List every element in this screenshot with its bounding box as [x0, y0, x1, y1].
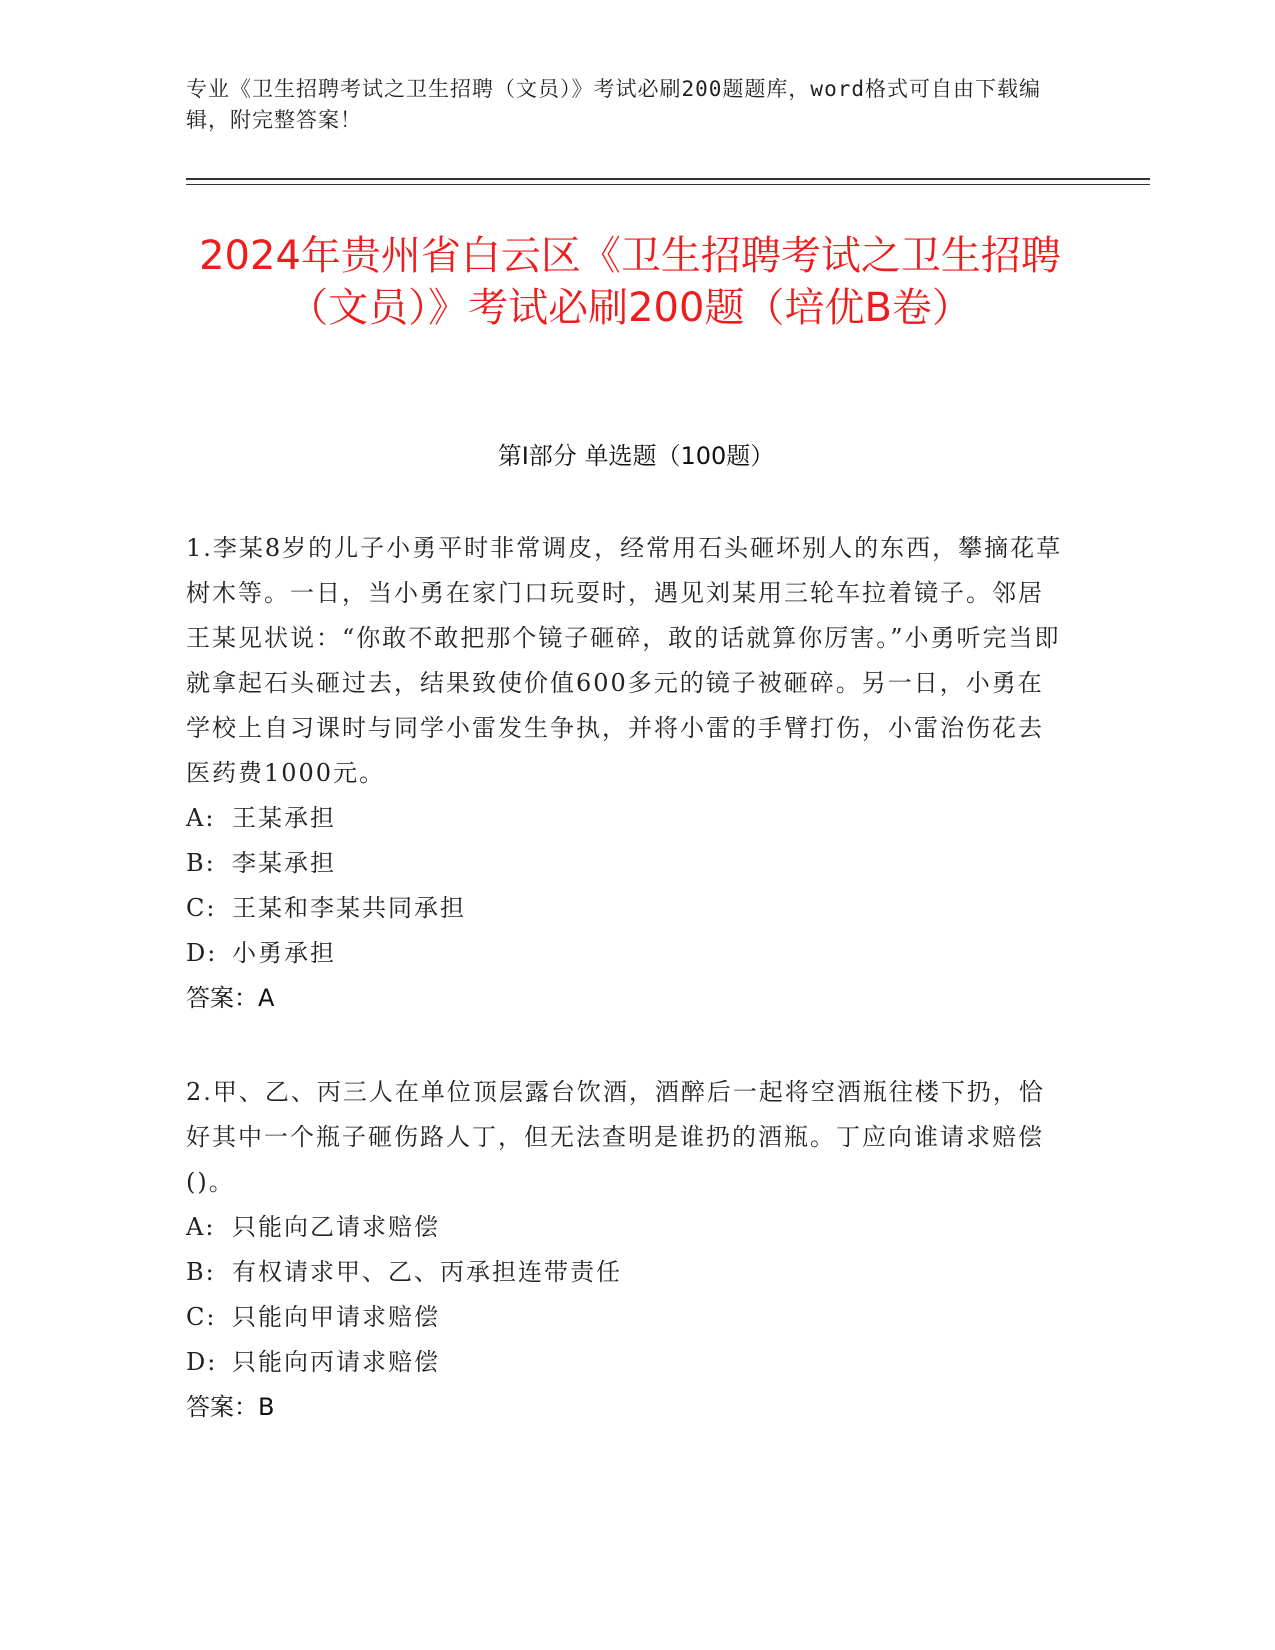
section-title: 第I部分 单选题（100题） — [497, 442, 775, 470]
question-1 — [186, 526, 1066, 1021]
option-key: A: — [186, 804, 216, 832]
option-b — [186, 841, 1066, 886]
option-text: 王某承担 — [232, 804, 336, 832]
option-text: 王某和李某共同承担 — [232, 894, 466, 922]
option-key: D: — [186, 939, 218, 967]
option-key: C: — [186, 1303, 217, 1331]
option-a — [186, 796, 1066, 841]
option-c — [186, 1295, 1066, 1340]
question-stem: 2.甲、乙、丙三人在单位顶层露台饮酒，酒醉后一起将空酒瓶往楼下扔，恰好其中一个瓶子砸伤路人丁，但无法查明是谁扔的酒瓶。丁应向谁请求赔偿()。 — [186, 1078, 1045, 1196]
option-key: A: — [186, 1213, 216, 1241]
answer: 答案：A — [186, 984, 275, 1012]
option-text: 李某承担 — [232, 849, 336, 877]
option-key: B: — [186, 1258, 216, 1286]
option-a — [186, 1205, 1066, 1250]
option-b — [186, 1250, 1066, 1295]
question-stem: 1.李某8岁的儿子小勇平时非常调皮，经常用石头砸坏别人的东西，攀摘花草树木等。一日，当小勇在家门口玩耍时，遇见刘某用三轮车拉着镜子。邻居王某见状说：“你敢不敢把那个镜子砸碎，敢的话就算你厉害。”小勇听完当即就拿起石头砸过去，结果致使价值600多元的镜子被砸碎。另一日，小勇在学校上自习课时与同学小雷发生争执，并将小雷的手臂打伤，小雷治伤花去医药费1000元。 — [186, 534, 1063, 787]
option-text: 小勇承担 — [232, 939, 336, 967]
option-key: C: — [186, 894, 217, 922]
option-d — [186, 931, 1066, 976]
option-key: B: — [186, 849, 216, 877]
option-text: 只能向丙请求赔偿 — [232, 1348, 440, 1376]
option-text: 只能向乙请求赔偿 — [232, 1213, 440, 1241]
answer: 答案：B — [186, 1393, 275, 1421]
document-title: 2024年贵州省白云区《卫生招聘考试之卫生招聘（文员）》考试必刷200题（培优B卷） — [199, 233, 1061, 331]
option-text: 只能向甲请求赔偿 — [232, 1303, 440, 1331]
header-divider-thick — [186, 178, 1150, 180]
option-text: 有权请求甲、乙、丙承担连带责任 — [232, 1258, 622, 1286]
header-divider-thin — [186, 184, 1150, 185]
option-c — [186, 886, 1066, 931]
question-2 — [186, 1070, 1066, 1430]
header-note: 专业《卫生招聘考试之卫生招聘（文员）》考试必刷200题题库，word格式可自由下载编辑，附完整答案！ — [186, 77, 1041, 132]
option-d — [186, 1340, 1066, 1385]
option-key: D: — [186, 1348, 218, 1376]
